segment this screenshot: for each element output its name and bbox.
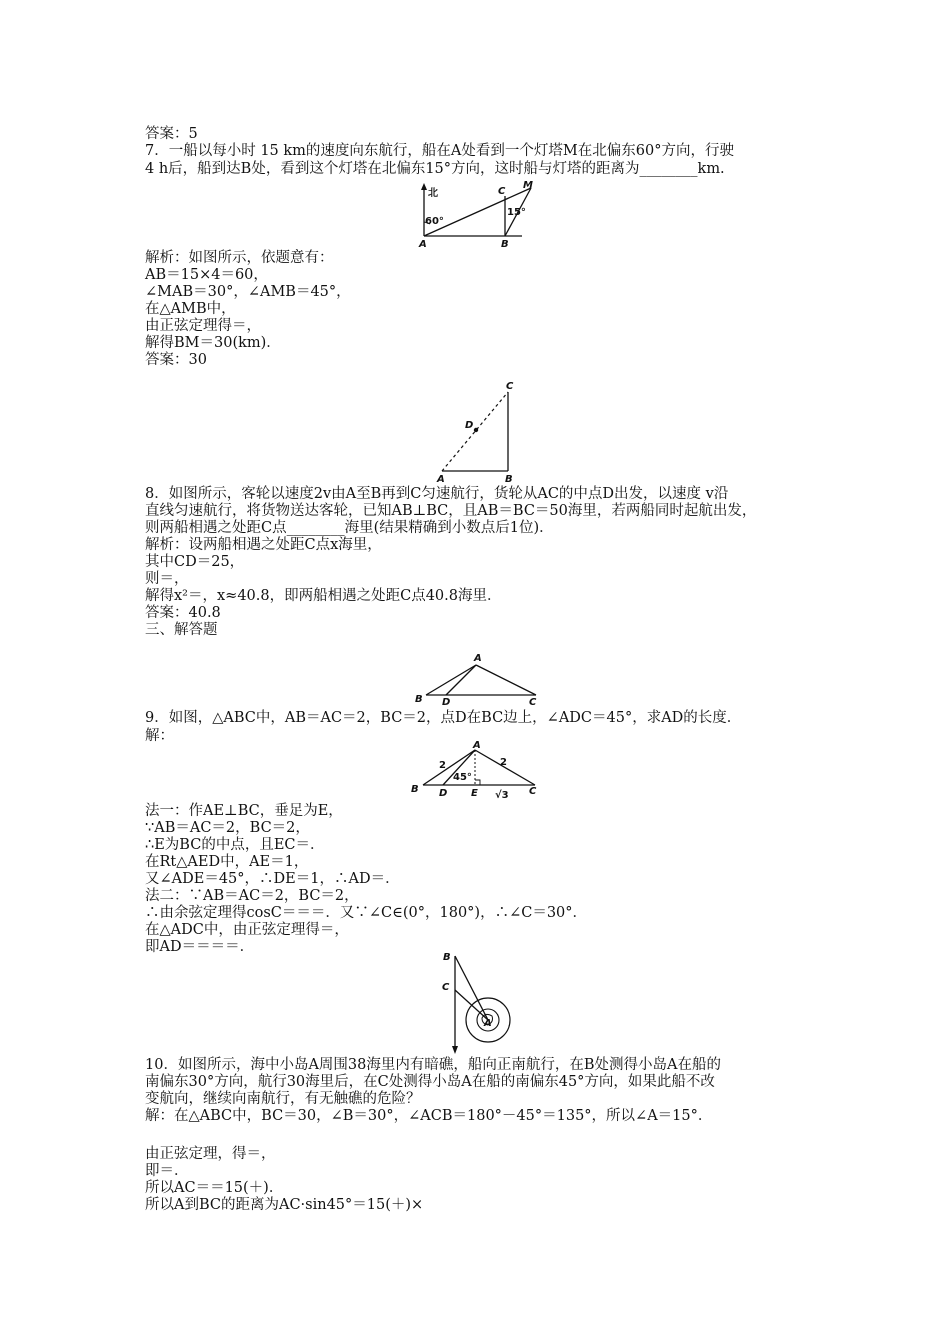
q9f1-point-c: C bbox=[529, 697, 537, 708]
q7-solution-line-6: 解得BM＝30(km)． bbox=[145, 335, 281, 351]
q7-solution-line-3: ∠MAB＝30°，∠AMB＝45°， bbox=[145, 284, 351, 300]
q8-answer: 答案：40.8 bbox=[145, 605, 221, 621]
q7-angle-b-label: 15° bbox=[507, 207, 526, 218]
q7-answer: 答案：30 bbox=[145, 352, 207, 368]
q8-solution-line-2: 其中CD＝25， bbox=[145, 554, 245, 570]
q9f2-point-b: B bbox=[411, 784, 419, 795]
q7-point-a: A bbox=[419, 239, 427, 250]
section-heading: 三、解答题 bbox=[145, 622, 218, 638]
q9-solution-line-3: ∴E为BC的中点，且EC＝． bbox=[145, 837, 325, 853]
q10-point-c: C bbox=[442, 982, 450, 993]
q8-stem-line-1: 8．如图所示，客轮以速度2v由A至B再到C匀速航行，货轮从AC的中点D出发，以速度 v沿 bbox=[145, 486, 729, 502]
q9-solution-line-9: 即AD＝＝＝＝． bbox=[145, 939, 255, 955]
q7-point-m: M bbox=[523, 180, 533, 191]
q7-north-label: 北 bbox=[428, 188, 438, 199]
q7-stem-line-2: 4 h后，船到达B处，看到这个灯塔在北偏东15°方向，这时船与灯塔的距离为________km. bbox=[145, 161, 725, 177]
q8-point-d-dot bbox=[474, 428, 478, 432]
q10-point-b: B bbox=[443, 952, 451, 963]
q9f2-point-a: A bbox=[473, 740, 481, 751]
q9f1-point-a: A bbox=[474, 653, 482, 664]
q6-answer: 答案：5 bbox=[145, 126, 198, 142]
q7-point-b: B bbox=[501, 239, 509, 250]
q8-stem-line-3: 则两船相遇之处距C点________海里(结果精确到小数点后1位)． bbox=[145, 520, 554, 536]
q9-solution-line-8: 在△ADC中，由正弦定理得＝， bbox=[145, 922, 349, 938]
q9f1-point-d: D bbox=[442, 697, 451, 708]
q9f1-point-b: B bbox=[415, 694, 423, 705]
q9-solution-line-2: ∵AB＝AC＝2，BC＝2， bbox=[145, 820, 310, 836]
q10-stem-line-2: 南偏东30°方向，航行30海里后，在C处测得小岛A在船的南偏东45°方向，如果此船不改 bbox=[145, 1074, 715, 1090]
q10-point-a: A bbox=[484, 1018, 492, 1029]
q7-solution-line-2: AB＝15×4＝60， bbox=[145, 267, 268, 283]
q9-solution-line-6: 法二：∵AB＝AC＝2，BC＝2， bbox=[145, 888, 359, 904]
q7-solution-line-5: 由正弦定理得＝， bbox=[145, 318, 261, 334]
q8-solution-line-4: 解得x²＝，x≈40.8，即两船相遇之处距C点40.8海里． bbox=[145, 588, 502, 604]
q8-point-b: B bbox=[505, 474, 513, 485]
q9f1-line-ac bbox=[476, 665, 536, 695]
q8-point-a: A bbox=[437, 474, 445, 485]
q10-stem-line-3: 变航向，继续向南航行，有无触礁的危险？ bbox=[145, 1091, 421, 1107]
q7-north-arrow-icon bbox=[421, 183, 427, 190]
q9f2-side-ab-label: 2 bbox=[439, 760, 446, 771]
q9f2-ec-label: √3 bbox=[495, 790, 509, 800]
q7-stem-line-1: 7．一船以每小时 15 km的速度向东航行，船在A处看到一个灯塔M在北偏东60°方向，行驶 bbox=[145, 143, 734, 159]
q10-solution-line-4: 即＝． bbox=[145, 1163, 189, 1179]
q9-figure-2 bbox=[405, 740, 555, 800]
q8-point-d: D bbox=[465, 420, 474, 431]
q9-solution-line-4: 在Rt△AED中，AE＝1， bbox=[145, 854, 309, 870]
q9f2-point-e: E bbox=[471, 788, 478, 799]
q9-solution-line-1: 法一：作AE⊥BC，垂足为E， bbox=[145, 803, 343, 819]
q9-figure-1 bbox=[408, 648, 553, 708]
q10-south-arrow-icon bbox=[452, 1046, 458, 1054]
q8-solution-line-1: 解析：设两船相遇之处距C点x海里， bbox=[145, 537, 382, 553]
q8-point-c: C bbox=[506, 381, 514, 392]
q10-solution-line-3: 由正弦定理，得＝， bbox=[145, 1146, 276, 1162]
q7-angle-a-label: 60° bbox=[425, 216, 444, 227]
q7-solution-line-1: 解析：如图所示，依题意有： bbox=[145, 250, 334, 266]
q9f2-point-c: C bbox=[529, 786, 537, 797]
q8-solution-line-3: 则＝， bbox=[145, 571, 189, 587]
q9-answer-label: 解： bbox=[145, 728, 174, 744]
q7-figure bbox=[410, 180, 540, 250]
q9f2-angle-label: 45° bbox=[453, 772, 472, 783]
q9-solution-line-5: 又∠ADE＝45°，∴DE＝1，∴AD＝． bbox=[145, 871, 400, 887]
q7-point-c: C bbox=[498, 186, 506, 197]
q10-solution-line-5: 所以AC＝＝15(＋)． bbox=[145, 1180, 284, 1196]
q9f2-right-angle-mark bbox=[475, 780, 480, 785]
q10-solution-line-1: 解：在△ABC中，BC＝30，∠B＝30°，∠ACB＝180°－45°＝135°，所以∠A＝15°． bbox=[145, 1108, 713, 1124]
q10-solution-line-6: 所以A到BC的距离为AC·sin45°＝15(＋)× bbox=[145, 1197, 424, 1213]
q10-figure bbox=[430, 948, 520, 1058]
q7-solution-line-4: 在△AMB中， bbox=[145, 301, 236, 317]
q9-stem: 9．如图，△ABC中，AB＝AC＝2，BC＝2，点D在BC边上，∠ADC＝45°，求AD的长度． bbox=[145, 710, 742, 726]
q8-stem-line-2: 直线匀速航行，将货物送达客轮，已知AB⊥BC，且AB＝BC＝50海里，若两船同时起航出发， bbox=[145, 503, 757, 519]
q9f2-side-ac-label: 2 bbox=[500, 757, 507, 768]
q9-solution-line-7: ∴由余弦定理得cosC＝＝＝．又∵∠C∈(0°，180°)，∴∠C＝30°． bbox=[145, 905, 588, 921]
q9f2-point-d: D bbox=[439, 788, 448, 799]
q8-figure bbox=[430, 378, 525, 486]
q10-stem-line-1: 10．如图所示，海中小岛A周围38海里内有暗礁，船向正南航行，在B处测得小岛A在船的 bbox=[145, 1057, 721, 1073]
